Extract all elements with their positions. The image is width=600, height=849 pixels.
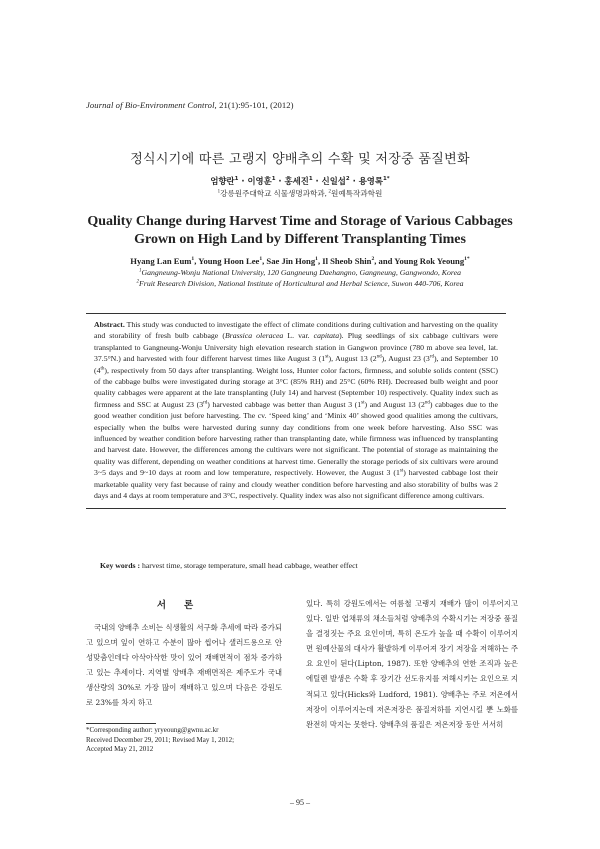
author-name: Hyang Lan Eum (130, 256, 192, 266)
ordinal: nd (424, 400, 430, 406)
abstract-segment: ), August 23 (3 (381, 354, 430, 364)
ordinal: th (100, 366, 105, 372)
affiliation-text: Gangneung-Wonju National University, 120 Gangneung Daehangno, Gangneung, Gangwondo, Korea (141, 268, 462, 277)
author-name: and Young Rok Yeoung (378, 256, 465, 266)
abstract-segment: ), August 13 (2 (328, 354, 377, 364)
affiliation-text: 강릉원주대학교 식물생명과학과, (220, 189, 329, 198)
separator: · (275, 176, 285, 186)
corresponding-author: *Corresponding author: yryeoung@gwnu.ac.kr (86, 726, 219, 734)
korean-affiliation (0, 188, 600, 199)
abstract-segment: L. var. (283, 331, 314, 341)
abstract-text (94, 319, 498, 502)
affil-mark: 1 (259, 256, 263, 263)
body-column-right: 있다. 특히 강원도에서는 여름철 고랭지 재배가 많이 이루어지고 있다. 일반 엽채류의 채소들처럼 양배추의 수확시기는 저장중 품질을 결정짓는 주요 요인이며, 특히 온도가 높을 때 수확이 이루어지면 원예산물의 대사가 활발하게 이루어져 장기 저장을 저해하는 주요 요인이 된다(Lipton, 1987). 또한 양배추의 연한 조직과 높은 에틸렌 발생은 수확 후 장기간 선도유지를 저해시키는 요인으로 지적되고 있다(Hicks와 Ludford, 1981). 양배추는 주로 저온에서 저장이 이루어지는데 저온저장은 품질저하를 지연시킬 뿐 노화를 완전히 막지는 못한다. 양배추의 품질은 저온저장 동안 서서히 (306, 599, 518, 729)
keywords-label: Key words : (100, 561, 141, 570)
body-column-left: 국내의 양배추 소비는 식생활의 서구화 추세에 따라 증가되고 있으며 잎이 연하고 수분이 많아 씹어나 샐러드용으로 안성맞춤인데다 아삭아삭한 맛이 있어 재배면적이 점차 증가하고 있는 추세이다. 지역별 양배추 재배면적은 제주도가 국내 생산량의 30%로 가장 많이 재배하고 있으며 다음은 강원도로 23%를 차지 하고 (86, 623, 282, 708)
english-authors: Hyang Lan Eum$^1$, Young Hoon Lee$^1$, Sae Jin Hong$^1$, Il Sheob Shin$^2$, and Young Rok Yeoung$^{1*}$ (130, 256, 470, 266)
separator: · (238, 176, 248, 186)
affil-mark: 1 (217, 189, 221, 195)
affiliation-line (0, 279, 600, 290)
title-line: Quality Change during Harvest Time and Storage of Various Cabbages (87, 214, 513, 229)
ordinal: st (361, 400, 365, 406)
journal-name: Journal of Bio-Environment Control, (86, 100, 217, 110)
variety-name: capitata (313, 331, 340, 341)
affil-mark: 2 (136, 277, 140, 284)
affil-mark: 1* (383, 176, 390, 183)
section-title: 서론 (156, 600, 212, 611)
affil-mark: 2 (345, 176, 350, 183)
ordinal: rd (429, 354, 434, 360)
journal-year: (2012) (270, 100, 294, 110)
separator: · (312, 176, 322, 186)
abstract-segment: ) and August 13 (2 (364, 399, 425, 409)
keywords (100, 561, 358, 570)
ordinal: st (399, 468, 404, 474)
affiliation-text: 원예특작과학원 (330, 189, 383, 198)
affil-mark: 1 (315, 256, 318, 263)
affil-mark: 1 (234, 176, 239, 183)
received-date: Received December 29, 2011; Revised May 1, 2012; (86, 735, 235, 744)
journal-volume: 21(1):95-101, (219, 100, 268, 110)
author-name: 신일섭 (321, 176, 346, 186)
abstract-segment: ) harvested cabbage lost their marketable quality very fast because of rainy and cloudy weather condition before harvesting and also storability of bulbs was 2 days and 4 days at room temperature and 3°C, respectively. Quality index was also not significant difference among cultivars. (94, 468, 498, 501)
affil-mark: 1* (464, 256, 470, 263)
abstract-segment: ) cabbages due to the good weather condition just before harvesting. The cv. ‘Speed king’ and ‘Minix 40’ showed good qualities among the cultivars, especially when the bulbs were harvested during sunny day conditions from one week before harvesting. Also SSC was influenced by weather condition before harvesting rather than transplanting date, while firmness was influenced by transplanting and harvest date. However, the differences among the cultivars were not significant. The potential of storage as maintaining the quality was different, depending on weather conditions at harvest time. Generally the storage periods of six cultivars were around 3~5 days and 9~10 days at room and low temperature, respectively. However, the August 3 (1 (94, 399, 498, 478)
ordinal: nd (376, 354, 382, 360)
author-name: 엄향란 (210, 176, 235, 186)
author-name: 용영록 (358, 176, 383, 186)
separator: · (349, 176, 359, 186)
korean-title: 정식시기에 따른 고랭지 양배추의 수확 및 저장중 품질변화 (130, 152, 470, 167)
abstract-segment: ) harvested cabbage was better than August 3 (1 (207, 399, 362, 409)
journal-citation (86, 100, 294, 110)
author-name: Sae Jin Hong (266, 256, 316, 266)
abstract-box (86, 313, 506, 509)
affil-mark: 2 (371, 256, 375, 263)
abstract-label: Abstract. (94, 320, 125, 329)
footnote-rule (86, 723, 156, 724)
title-line: Grown on High Land by Different Transplanting Times (134, 232, 466, 247)
ordinal: rd (203, 400, 208, 406)
author-name: 이영훈 (247, 176, 272, 186)
ordinal: st (325, 354, 329, 360)
abstract-segment: ), respectively from 50 days after transplanting. Weight loss, Hunter color factors, firmness, and soluble solids content (SSC) of the cabbage bulbs were investigated during storage at 3°C (85% RH) and 25°C (60% RH). Decreased bulb weight and poor quality cabbages were apparent at the late transplanting (July 14) and harvest (September 10) respectively. Quality index such as firmness and SSC at August 23 (3 (94, 365, 498, 409)
korean-authors (0, 175, 600, 187)
affil-mark: 2 (328, 189, 331, 195)
page-number: – 95 – (290, 798, 310, 807)
affil-mark: 1 (308, 176, 313, 183)
keywords-text: harvest time, storage temperature, small head cabbage, weather effect (140, 561, 358, 570)
english-affiliations (0, 268, 600, 289)
abstract-segment: ). Plug seedlings of six cabbage cultivars were transplanted to Gangneung-Wonju University high elevation research station in Gangwon province (780 m above sea level, lat. 37.5°N.) and harvested with four different harvest times like August 3 (1 (94, 331, 499, 364)
abstract-segment: ), and September 10 (4 (94, 354, 498, 375)
abstract-segment: This study was conducted to investigate the effect of climate conditions during cultivation and harvesting on the quality and storability of fresh bulb cabbage ( (94, 320, 498, 341)
affil-mark: 1 (271, 176, 276, 183)
affil-mark: 1 (191, 256, 195, 263)
english-title (0, 213, 600, 249)
affil-mark: 1 (138, 267, 142, 274)
footnote (86, 726, 234, 755)
author-name: 홍세진 (284, 176, 309, 186)
accepted-date: Accepted May 21, 2012 (86, 745, 154, 753)
affiliation-line (0, 268, 600, 279)
author-name: Young Hoon Lee (198, 256, 260, 266)
author-name: Il Sheob Shin (322, 256, 372, 266)
species-name: Brassica oleracea (224, 331, 284, 341)
affiliation-text: Fruit Research Division, National Institute of Horticultural and Herbal Science, Suwon 440-706, Korea (139, 278, 464, 288)
